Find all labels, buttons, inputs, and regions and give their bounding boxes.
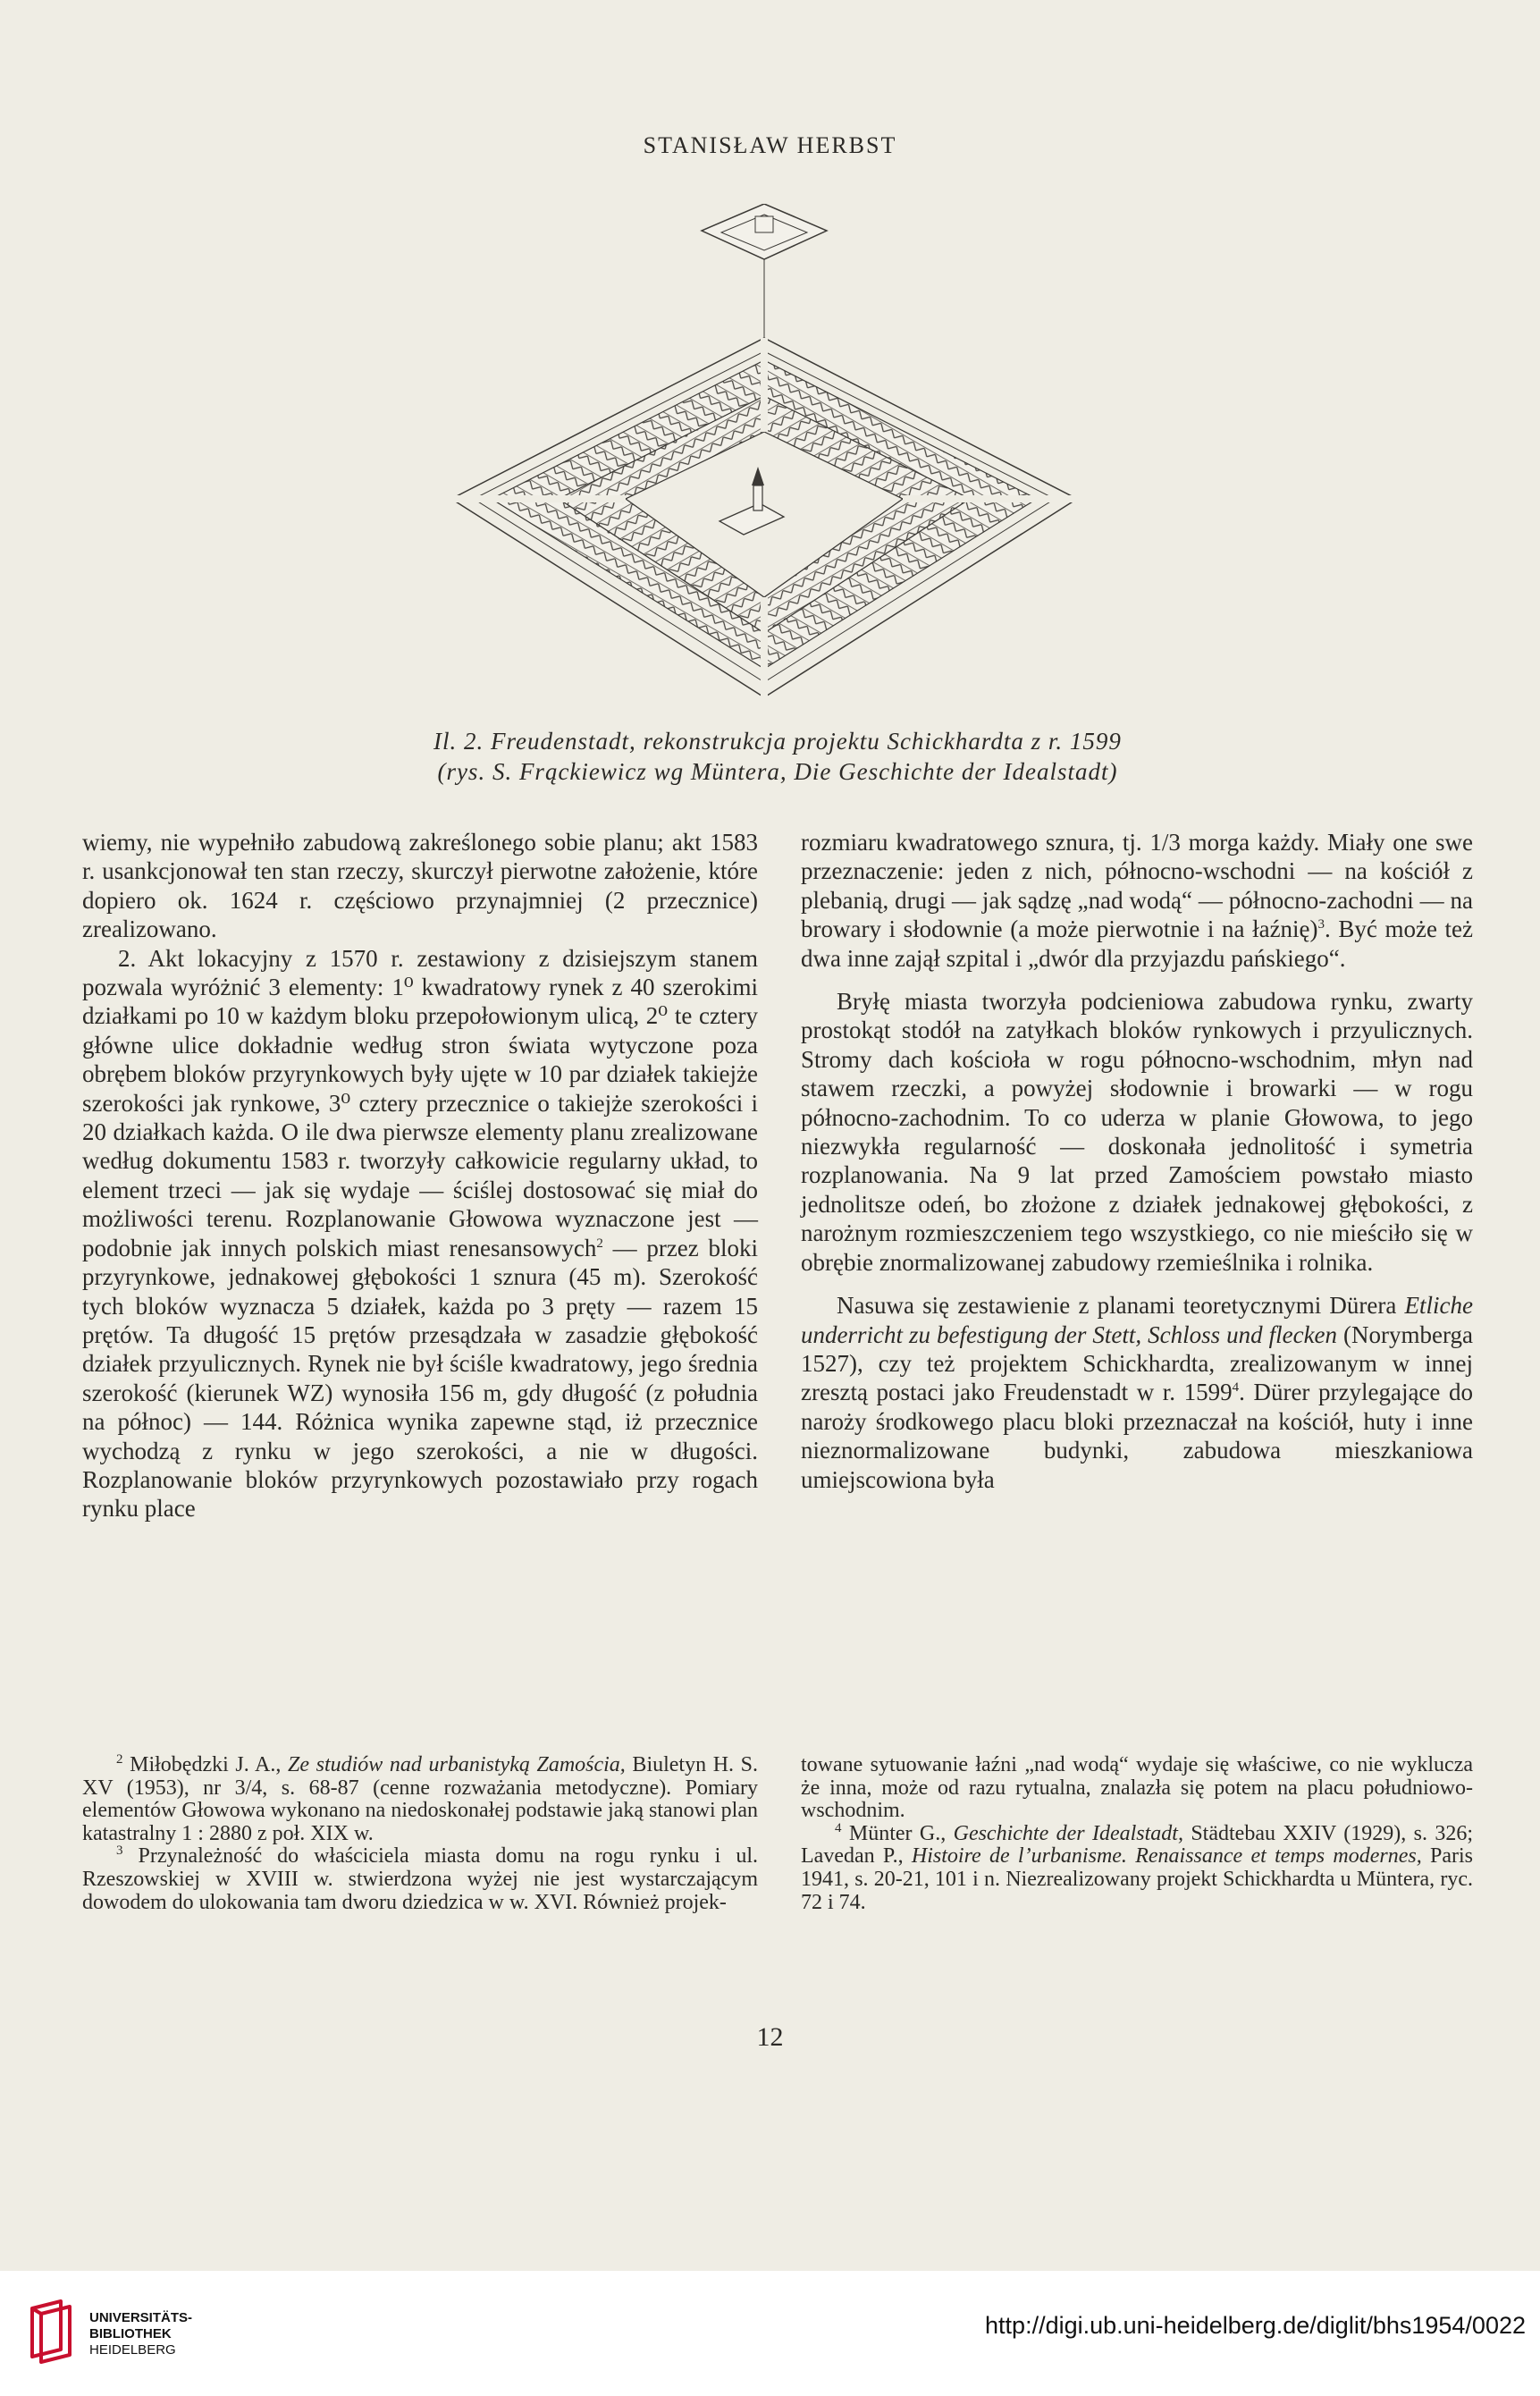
running-title: STANISŁAW HERBST bbox=[643, 132, 897, 158]
footnote-2: $^2$ Miłobędzki J. A., Ze studiów nad urbanistyką Zamościa, Biuletyn H. S. XV (1953), nr 3/4, s. 68-87 (cenne rozważania metodyczne). Pomiary elementów Głowowa wykonano na niedoskonałej podstawie jaką stanowi plan katastralny 1 : 2880 z poł. XIX w. bbox=[82, 1752, 759, 1845]
footnote-ref-4: 4 bbox=[1232, 1380, 1240, 1396]
figure-caption bbox=[304, 726, 1251, 787]
digitization-footer bbox=[0, 2271, 1540, 2396]
durer-title: Etliche underricht zu befestigung der Stett, Schloss und flecken bbox=[801, 1292, 1473, 1348]
caption-line-1: Il. 2. Freudenstadt, rekonstrukcja projektu Schickhardta z r. 1599 bbox=[433, 728, 1122, 755]
right-text-column bbox=[801, 828, 1473, 1494]
left-paragraph-2: 2. Akt lokacyjny z 1570 r. zestawiony z dzisiejszym stanem pozwala wyróżnić 3 elementy: 1⁰ kwadratowy rynek z 40 szerokimi działkami po 10 w każdym bloku przepołowionym ulicą, 2⁰ te cztery główne ulice dokładnie według stron świata wytyczone poza obrębem bloków przyrynkowych były ujęte w 10 par działek takiejże szerokości jak rynkowe, 3⁰ cztery przecznice o takiejże szerokości i 20 działkach każda. O ile dwa pierwsze elementy planu zrealizowane według dokumentu 1583 r. tworzyły całkowicie regularny układ, to element trzeci — jak się wydaje — ściślej dostosować się miał do możliwości terenu. Rozplanowanie Głowowa wyznaczone jest — podobnie jak innych polskich miast renesansowych$^2$ — przez bloki przyrynkowe, jednakowej głębokości 1 sznura (45 m). Szerokość tych bloków wyznacza 5 działek, każda po 3 pręty — razem 15 prętów. Ta długość 15 prętów przesądzała w zasadzie głębokość działek przyulicznych. Rynek nie był ściśle kwadratowy, jego średnia szerokość (kierunek WZ) wynosiła 156 m, gdy długość (z południa na północ) — 144. Różnica wynika zapewne stąd, iż przecznice wychodzą z rynku w jego szerokości, a nie w długości. Rozplanowanie bloków przyrynkowych pozostawiało przy rogach rynku place bbox=[82, 944, 758, 1523]
right-paragraph-2: Bryłę miasta tworzyła podcieniowa zabudowa rynku, zwarty prostokąt stodół na zatyłkach bloków rynkowych i przyulicznych. Stromy dach kościoła w rogu północno-wschodnim, młyn nad stawem rzeczki, a powyżej słodownie i browarki — w rogu północno-zachodnim. To co uderza w planie Głowowa, to jego niezwykła regularność — doskonała jednolitość i symetria rozplanowania. Na 9 lat przed Zamościem powstało miasto jednolitsze odeń, bo złożone z działek jednakowej głębokości, z narożnym rozmieszczeniem tego wszystkiego, co nie mieściło się w obrębie znormalizowanej zabudowy rzemieślnika i rolnika. bbox=[801, 988, 1473, 1276]
caption-line-2: (rys. S. Frąckiewicz wg Müntera, Die Geschichte der Idealstadt) bbox=[437, 758, 1118, 785]
footnotes-right bbox=[801, 1754, 1473, 1914]
footnote-ref-2: 2 bbox=[596, 1236, 603, 1251]
library-name: UNIVERSITÄTS- BIBLIOTHEK HEIDELBERG bbox=[89, 2310, 193, 2358]
footnotes-left bbox=[82, 1754, 758, 1914]
footnote-ref-3: 3 bbox=[1317, 917, 1325, 932]
freudenstadt-plan-illustration bbox=[451, 204, 1077, 697]
right-paragraph-3: Nasuwa się zestawienie z planami teoretycznymi Dürera Etliche underricht zu befestigung der Stett, Schloss und flecken (Norymberga 1527), czy też projektem Schickhardta, zrealizowanym w innej zresztą postaci jako Freudenstadt w r. 1599$^4$. Dürer przylegające do naroży środkowego placu bloki przeznaczał na kościół, huty i inne nieznormalizowane budynki, zabudowa mieszkaniowa umiejscowiona była bbox=[801, 1292, 1473, 1493]
right-paragraph-1: rozmiaru kwadratowego sznura, tj. 1/3 morga każdy. Miały one swe przeznaczenie: jeden z nich, północno-wschodni — na kościół z plebanią, drugi — jak sądzę „nad wodą“ — północno-zachodni — na browary i słodownie (a może pierwotnie i na łaźnię)$^3$. Być może też dwa inne zajął szpital i „dwór dla przyjazdu pańskiego“. bbox=[801, 829, 1474, 972]
footnote-3: $^3$ Przynależność do właściciela miasta domu na rogu rynku i ul. Rzeszowskiej w XVIII w. stwierdzona wyżej nie jest wystarczającym dowodem do ulokowania tam dworu dziedzica w w. XVI. Również projek- bbox=[82, 1843, 758, 1914]
footnote-3-continued: towane sytuowanie łaźni „nad wodą“ wydaje się właściwe, co nie wyklucza że inna, może od razu rytualna, znalazła się potem na placu południowo-wschodnim. bbox=[801, 1753, 1473, 1823]
ub-heidelberg-logo-icon[interactable] bbox=[25, 2299, 79, 2364]
left-paragraph-1: wiemy, nie wypełniło zabudową zakreślonego sobie planu; akt 1583 r. usankcjonował ten stan rzeczy, skurczył pierwotne założenie, które dopiero ok. 1624 r. częściowo przynajmniej (2 przecznice) zrealizowano. bbox=[82, 829, 758, 943]
footnote-4: $^4$ Münter G., Geschichte der Idealstadt, Städtebau XXIV (1929), s. 326; Lavedan P., Histoire de l’urbanisme. Renaissance et temps modernes, Paris 1941, s. 20-21, 101 i n. Niezrealizowany projekt Schickhardta u Müntera, ryc. 72 i 74. bbox=[801, 1820, 1473, 1914]
permalink-url[interactable]: http://digi.ub.uni-heidelberg.de/diglit/bhs1954/0022 bbox=[985, 2312, 1526, 2339]
page-number: 12 bbox=[756, 2022, 784, 2052]
left-text-column bbox=[82, 828, 758, 1523]
